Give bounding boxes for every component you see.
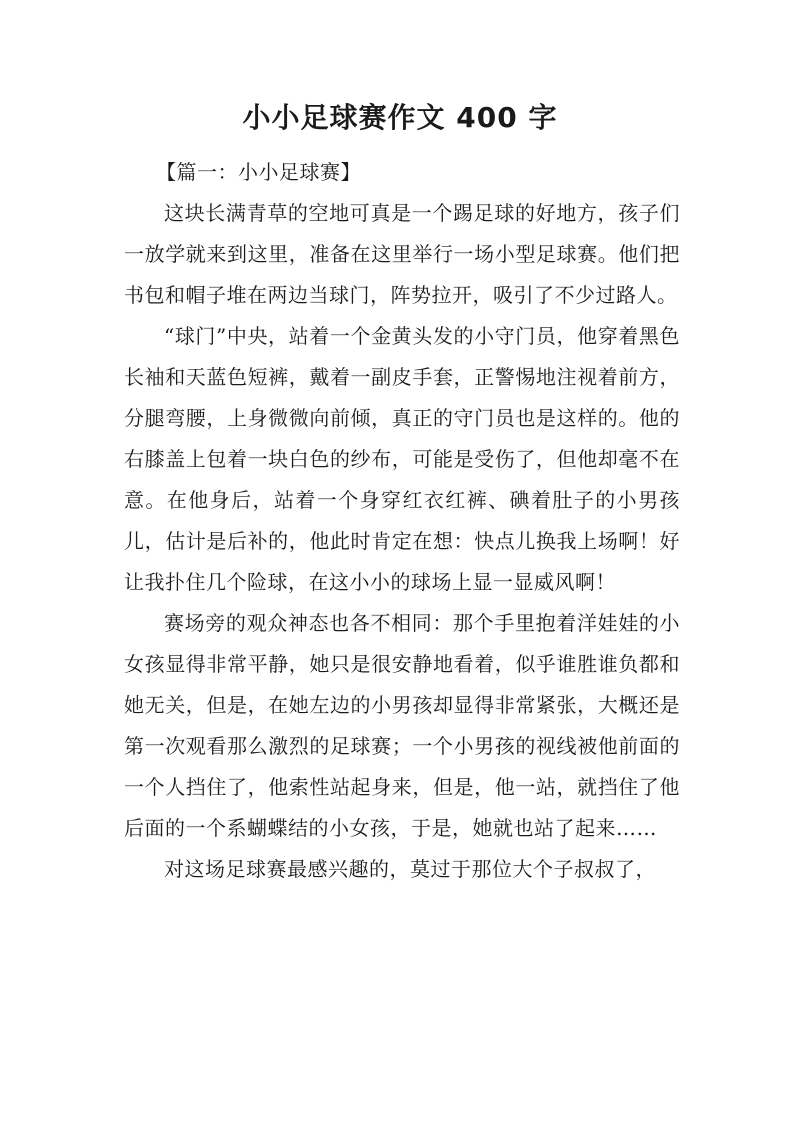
document-body [124, 152, 680, 890]
section-heading: 【篇一：小小足球赛】 [156, 160, 361, 184]
paragraph-1: 这块长满青草的空地可真是一个踢足球的好地方，孩子们一放学就来到这里，准备在这里举行一场小型足球赛。他们把书包和帽子堆在两边当球门，阵势拉开，吸引了不少过路人。 [124, 201, 680, 307]
paragraph-3: 赛场旁的观众神态也各不相同：那个手里抱着洋娃娃的小女孩显得非常平静，她只是很安静地看着，似乎谁胜谁负都和她无关，但是，在她左边的小男孩却显得非常紧张，大概还是第一次观看那么激烈的足球赛；一个小男孩的视线被他前面的一个人挡住了，他索性站起身来，但是，他一站，就挡住了他后面的一个系蝴蝶结的小女孩，于是，她就也站了起来…… [124, 611, 680, 840]
document-title: 小小足球赛作文 400 字 [242, 101, 558, 134]
paragraph-2: “球门”中央，站着一个金黄头发的小守门员，他穿着黑色长袖和天蓝色短裤，戴着一副皮手套，正警惕地注视着前方，分腿弯腰，上身微微向前倾，真正的守门员也是这样的。他的右膝盖上包着一块白色的纱布，可能是受伤了，但他却毫不在意。在他身后，站着一个身穿红衣红裤、碘着肚子的小男孩儿，估计是后补的，他此时肯定在想：快点儿换我上场啊！好让我扑住几个险球，在这小小的球场上显一显威风啊！ [124, 324, 680, 594]
paragraph-4: 对这场足球赛最感兴趣的，莫过于那位大个子叔叔了， [164, 857, 656, 881]
